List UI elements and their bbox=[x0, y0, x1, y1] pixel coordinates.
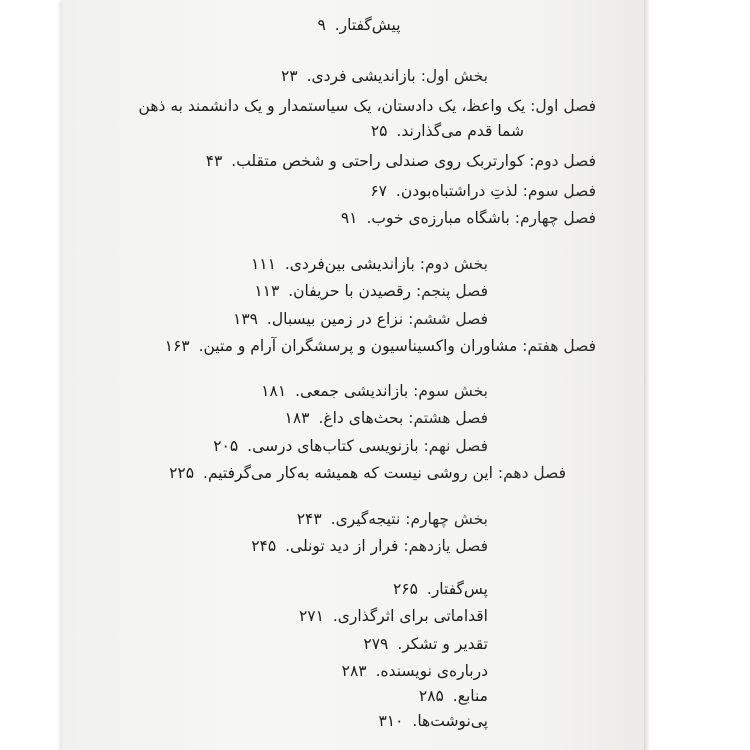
page-number: ۱۱۱ bbox=[250, 255, 276, 273]
chapter-label: فصل پنجم: bbox=[415, 282, 488, 300]
toc-chapter-2 bbox=[206, 150, 596, 172]
table-of-contents bbox=[122, 0, 596, 750]
entry-title: بازنویسی کتاب‌های درسی. bbox=[247, 437, 419, 455]
page-number: ۲۴۳ bbox=[296, 510, 322, 528]
entry-title: شما قدم می‌گذارند. bbox=[396, 122, 524, 140]
toc-actions bbox=[299, 605, 488, 627]
chapter-label: فصل سوم: bbox=[522, 182, 596, 200]
toc-chapter-4 bbox=[341, 207, 596, 229]
page-number: ۲۸۵ bbox=[418, 687, 444, 705]
chapter-label: فصل نهم: bbox=[423, 437, 488, 455]
entry-title: رقصیدن با حریفان. bbox=[288, 282, 411, 300]
entry-title: فرار از دید تونلی. bbox=[285, 537, 399, 555]
page-number: ۲۷۹ bbox=[363, 635, 389, 653]
part-label: بخش دوم: bbox=[419, 255, 488, 273]
entry-title: درباره‌ی نویسنده. bbox=[375, 662, 488, 680]
entry-title: بحث‌های داغ. bbox=[318, 409, 404, 427]
part-label: بخش چهارم: bbox=[405, 510, 488, 528]
chapter-label: فصل یازدهم: bbox=[403, 537, 488, 555]
page-number: ۲۶۵ bbox=[392, 580, 418, 598]
page-number: ۲۷۱ bbox=[298, 607, 324, 625]
page-number: ۲۲۵ bbox=[169, 464, 195, 482]
entry-title: نزاع در زمین بیسبال. bbox=[266, 310, 404, 328]
page-number: ۲۴۵ bbox=[251, 537, 277, 555]
chapter-label: فصل ششم: bbox=[408, 310, 488, 328]
toc-part-4 bbox=[297, 508, 488, 530]
entry-title: بازاندیشی بین‌فردی. bbox=[284, 255, 415, 273]
chapter-label: فصل هشتم: bbox=[408, 409, 488, 427]
toc-part-2 bbox=[251, 253, 488, 275]
toc-chapter-9 bbox=[213, 435, 488, 457]
page-number: ۶۷ bbox=[370, 182, 387, 200]
toc-chapter-3 bbox=[370, 180, 596, 202]
toc-chapter-8 bbox=[285, 407, 488, 429]
page-number: ۱۳۹ bbox=[233, 310, 258, 328]
toc-foreword bbox=[122, 14, 596, 36]
entry-title: پیش‌گفتار. bbox=[334, 16, 401, 34]
page-number: ۴۳ bbox=[205, 152, 223, 170]
page-number: ۱۸۳ bbox=[284, 409, 310, 427]
page-number: ۱۶۳ bbox=[164, 337, 190, 355]
entry-title: لذتِ دراشتباه‌بودن. bbox=[395, 182, 518, 200]
entry-title: نتیجه‌گیری. bbox=[330, 510, 401, 528]
entry-title: اقداماتی برای اثرگذاری. bbox=[332, 607, 488, 625]
chapter-label: فصل هفتم: bbox=[522, 337, 596, 355]
entry-title: کوارتربک روی صندلی راحتی و شخص متقلب. bbox=[231, 152, 525, 170]
entry-title: بازاندیشی فردی. bbox=[306, 67, 416, 85]
toc-chapter-10 bbox=[169, 462, 566, 484]
toc-chapter-1 bbox=[139, 95, 596, 117]
chapter-label: فصل چهارم: bbox=[514, 209, 596, 227]
entry-title: تقدیر و تشکر. bbox=[397, 635, 488, 653]
entry-title: باشگاه مبارزه‌ی خوب. bbox=[366, 209, 510, 227]
toc-chapter-1-continued bbox=[371, 120, 524, 142]
entry-title: پس‌گفتار. bbox=[426, 580, 488, 598]
toc-notes bbox=[378, 710, 488, 732]
page-edge bbox=[644, 0, 650, 750]
chapter-label: فصل اول: bbox=[530, 97, 596, 115]
toc-part-1 bbox=[281, 65, 488, 87]
page-number: ۲۸۳ bbox=[341, 662, 367, 680]
page-number: ۳۱۰ bbox=[378, 712, 404, 730]
toc-chapter-6 bbox=[233, 308, 488, 330]
page-number: ۱۱۳ bbox=[254, 282, 280, 300]
chapter-label: فصل دوم: bbox=[529, 152, 596, 170]
entry-title: مشاوران واکسیناسیون و پرسشگران آرام و متین. bbox=[198, 337, 518, 355]
page-number: ۹ bbox=[317, 16, 326, 34]
page-number: ۲۳ bbox=[280, 67, 298, 85]
book-page bbox=[62, 0, 644, 750]
page-number: ۱۸۱ bbox=[261, 382, 287, 400]
toc-about-author bbox=[342, 660, 488, 682]
toc-thanks bbox=[363, 633, 488, 655]
chapter-label: فصل دهم: bbox=[497, 464, 566, 482]
toc-chapter-11 bbox=[251, 535, 488, 557]
entry-title: پی‌نوشت‌ها. bbox=[412, 712, 488, 730]
toc-chapter-5 bbox=[254, 280, 488, 302]
part-label: بخش سوم: bbox=[413, 382, 488, 400]
toc-afterword bbox=[393, 578, 488, 600]
page-number: ۹۱ bbox=[340, 209, 358, 227]
entry-title: منابع. bbox=[452, 687, 488, 705]
page-number: ۲۰۵ bbox=[213, 437, 239, 455]
toc-sources bbox=[419, 685, 488, 707]
entry-title: این روشی نیست که همیشه به‌کار می‌گرفتیم. bbox=[203, 464, 493, 482]
part-label: بخش اول: bbox=[420, 67, 488, 85]
toc-chapter-7 bbox=[165, 335, 596, 357]
toc-part-3 bbox=[261, 380, 488, 402]
entry-title: یک واعظ، یک دادستان، یک سیاستمدار و یک دانشمند به ذهن bbox=[138, 97, 526, 115]
page-number: ۲۵ bbox=[370, 122, 388, 140]
entry-title: بازاندیشی جمعی. bbox=[295, 382, 409, 400]
